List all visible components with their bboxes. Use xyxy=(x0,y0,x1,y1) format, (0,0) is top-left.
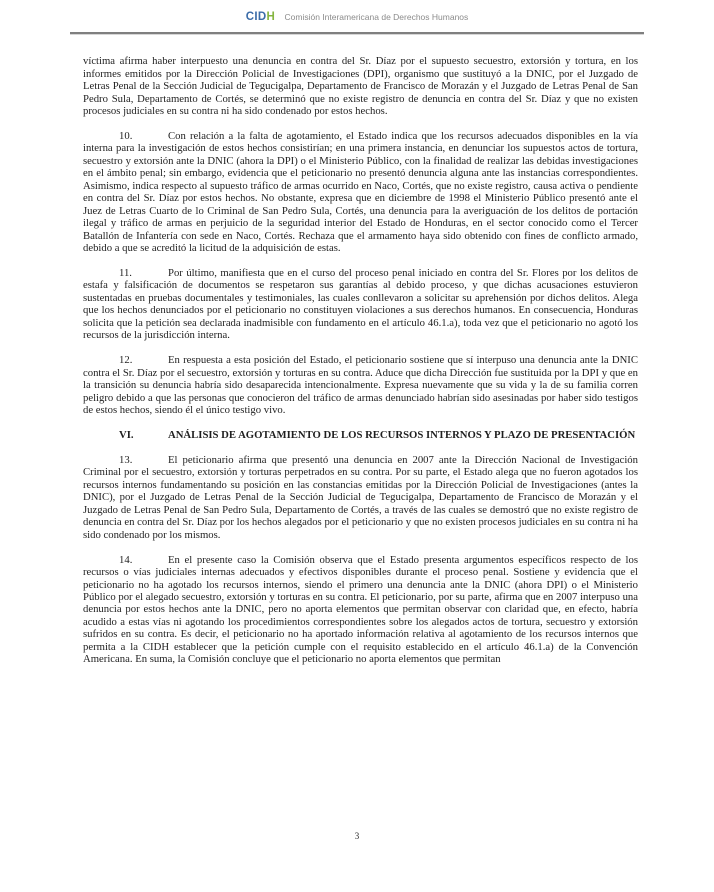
paragraph-text: El peticionario afirma que presentó una denuncia en 2007 ante la Dirección Nacional de Investigación Criminal por el secuestro, extorsión y torturas perpetrados en su contra. Por su parte, el Estado alega que no fueron agotados los recursos internos fundamentando su posición en las constancias emitidas por la Dirección Policial de Investigaciones (antes la DNIC), por el Juzgado de Letras Penal de la Sección Judicial de Tegucigalpa, Departamento de Francisco de Morazán y el Juzgado de Letras Penal de San Pedro Sula, Departamento de Cortés, a través de las cuales se demostró que no existe registro de denuncia en contra del Sr. Díaz por los hechos alegados por el peticionario y que no existen procesos judiciales en su contra ni ha sido condenado por los mismos. xyxy=(83,453,638,541)
paragraph-number: 11. xyxy=(119,267,132,280)
document-body xyxy=(83,55,638,665)
paragraph-text: Con relación a la falta de agotamiento, el Estado indica que los recursos adecuados disponibles en la vía interna para la investigación de estos hechos consistirían; en una primera instancia, en denunciar los supuestos actos de tortura, secuestro y extorsión ante la DNIC (ahora la DPI) o el Ministerio Público, con la finalidad de realizar las debidas investigaciones en el ámbito penal; sin embargo, evidencia que el peticionario no presentó denuncia alguna ante las instancias correspondientes. Asimismo, indica respecto al supuesto tráfico de armas ocurrido en Naco, Cortés, que no existe registro, causa activa o pendiente en contra del Sr. Díaz por estos hechos. No obstante, expresa que en diciembre de 1998 el Ministerio Público presentó ante el Juez de Letras Cuarto de lo Criminal de San Pedro Sula, Cortés, una denuncia para la averiguación de los delitos de portación ilegal y tráfico de armas en perjuicio de la seguridad interior del Estado de Honduras, en el sector conocido como el Tercer Batallón de Infantería con sede en Naco, Cortés. Rechaza que el armamento haya sido obtenido con fines de conflicto armado, debido a que se acreditó la licitud de la adquisición de estas. xyxy=(83,130,638,255)
page-number: 3 xyxy=(354,831,360,841)
paragraph-text: En respuesta a esta posición del Estado, el peticionario sostiene que sí interpuso una denuncia ante la DNIC contra el Sr. Díaz por el secuestro, extorsión y torturas en su contra. Aduce que dicha Dirección fue sustituida por la DPI y que en la transición su denuncia habría sido desaparecida intencionalmente. Expresa nuevamente que su vida y la de su familia corren peligro debido a que las personas que conocieron del tráfico de armas denunciado habrían sido asesinadas por haber sido testigos de estos hechos, siendo él el único testigo vivo. xyxy=(83,354,638,417)
paragraph-text: víctima afirma haber interpuesto una denuncia en contra del Sr. Díaz por el supuesto secuestro, extorsión y tortura, en los informes emitidos por la Dirección Policial de Investigaciones (DPI), organismo que sustituyó a la DNIC, por el Juzgado de Letras Penal de la Sección Judicial de Tegucigalpa, Departamento de Francisco de Morazán y el Juzgado de Letras Penal de San Pedro Sula, Departamento de Cortés, se determinó que no existe registro de denuncia en contra del Sr. Díaz y que no existen procesos judiciales en su contra ni ha sido condenado por estos hechos. xyxy=(83,55,638,118)
section-heading-number: VI. xyxy=(119,429,134,442)
paragraph-text: Por último, manifiesta que en el curso del proceso penal iniciado en contra del Sr. Flores por los delitos de estafa y falsificación de documentos se respetaron sus garantías al debido proceso, y que dichas acusaciones estuvieron sustentadas en pruebas documentales y testimoniales, las cuales conllevaron a solicitar su aprehensión por dichos delitos. Alega que los hechos denunciados por el peticionario no constituyen violaciones a sus derechos humanos. En consecuencia, Honduras solicita que la petición sea declarada inadmisible con fundamento en el artículo 46.1.a), toda vez que el peticionario no agotó los recursos de la jurisdicción interna. xyxy=(83,267,638,342)
cidh-logo xyxy=(246,10,275,24)
paragraph-11 xyxy=(83,267,638,342)
paragraph-number: 12. xyxy=(119,354,133,367)
paragraph-text: En el presente caso la Comisión observa que el Estado presenta argumentos específicos respecto de los recursos o vías judiciales internas adecuados y efectivos disponibles durante el proceso penal. Sostiene y evidencia que el peticionario no ha agotado los recursos internos, siendo el primero una denuncia ante la DNIC (ahora DPI) o el Ministerio Público por el alegado secuestro, extorsión y torturas en su contra. El peticionario, por su parte, afirma que en 2007 interpuso una denuncia por estos hechos ante la DNIC, pero no aporta elementos que permitan observar con claridad que, en efecto, habría acudido a estas vías ni agotando los procedimientos correspondientes sobre los alegados actos de tortura, secuestro y extorsión sufridos en su contra. Es decir, el peticionario no ha aportado información relativa al agotamiento de los recursos internos que permita a la CIDH establecer que la petición cumple con el requisito establecido en el artículo 46.1.a) de la Convención Americana. En suma, la Comisión concluye que el peticionario no aporta elementos que permitan xyxy=(83,553,638,666)
paragraph-14 xyxy=(83,554,638,666)
section-heading xyxy=(83,429,638,441)
paragraph-intro xyxy=(83,55,638,117)
paragraph-10 xyxy=(83,130,638,255)
logo-text-cid: CID xyxy=(245,11,267,23)
paragraph-number: 13. xyxy=(119,453,133,466)
header-divider xyxy=(70,32,644,35)
paragraph-number: 14. xyxy=(119,553,133,566)
paragraph-number: 10. xyxy=(119,130,133,142)
section-heading-title: ANÁLISIS DE AGOTAMIENTO DE LOS RECURSOS INTERNOS Y PLAZO DE PRESENTACIÓN xyxy=(168,429,636,442)
org-name: Comisión Interamericana de Derechos Humanos xyxy=(284,12,469,22)
paragraph-13 xyxy=(83,454,638,541)
page-header xyxy=(0,0,714,24)
logo-text-h: H xyxy=(266,11,276,23)
paragraph-12 xyxy=(83,354,638,416)
